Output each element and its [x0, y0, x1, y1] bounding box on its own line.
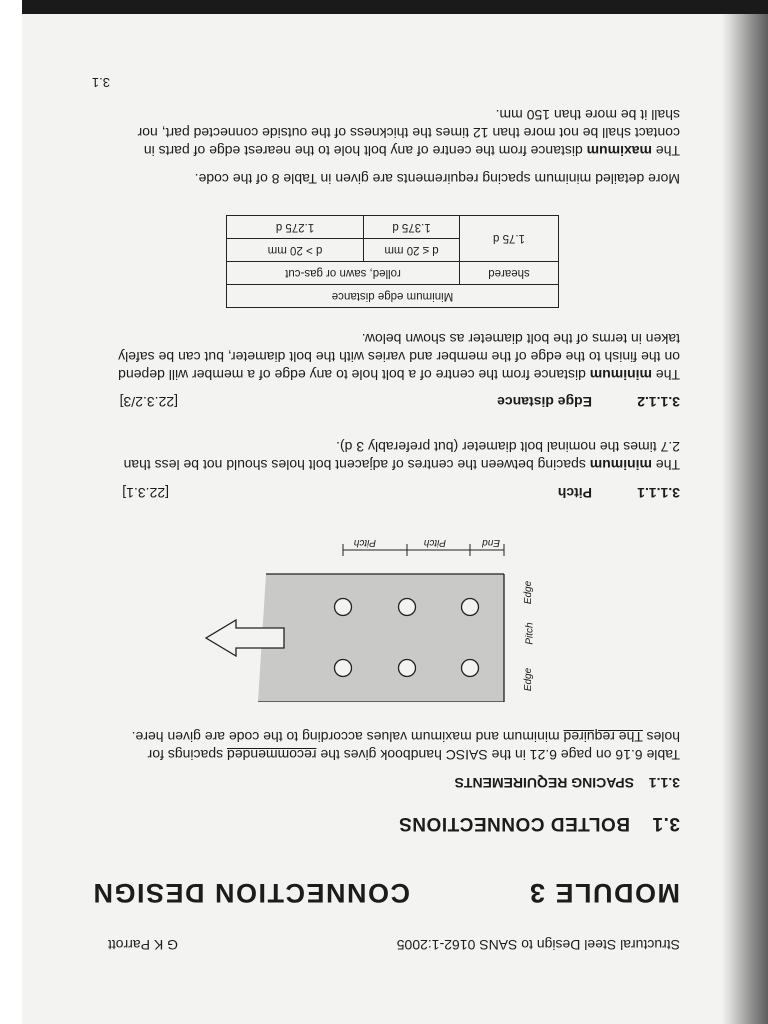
bolt-hole [399, 660, 416, 677]
edge-title: Edge distance [497, 394, 592, 410]
module-number: MODULE 3 [528, 878, 680, 908]
bolt-hole [335, 660, 352, 677]
scan-margin [0, 0, 22, 1024]
pitch-label-vertical: Pitch [524, 622, 536, 645]
edge-line-1: The minimum distance from the centre of a bolt hole to any edge of a member will depend [118, 367, 680, 383]
edge-label-bottom: Edge [522, 580, 534, 605]
edge-label-top: Edge [522, 667, 534, 692]
section-number: 3.1 [652, 813, 680, 834]
table-cell-sheared-value: 1.75 d [460, 216, 559, 262]
pitch-line-1: The minimum spacing between the centres of adjacent bolt holes should not be less than [123, 457, 680, 473]
steel-plate [258, 574, 504, 702]
subsection-title: SPACING REQUIREMENTS [454, 775, 634, 791]
bolt-hole [462, 660, 479, 677]
section-title: BOLTED CONNECTIONS [398, 813, 630, 834]
table-cell-large-dia: d > 20 mm [227, 239, 364, 262]
bolt-hole [335, 599, 352, 616]
table-title: Minimum edge distance [227, 285, 559, 308]
pitch-title: Pitch [557, 485, 592, 501]
intro-line-1: Table 6.16 on page 6.21 in the SAISC handbook gives the recommended spacings for [147, 747, 680, 763]
edge-line-2: on the finish to the edge of the member and varies with the bolt diameter, but can be safely [118, 349, 680, 365]
table-cell-large-value: 1.275 d [227, 216, 364, 239]
intro-line-2: holes The required minimum and maximum values according to the code are given here. [131, 729, 680, 745]
max-line-1: The maximum distance from the centre of any bolt hole to the nearest edge of parts in [143, 143, 680, 159]
scan-border [0, 0, 768, 14]
page-number: 3.1 [91, 75, 110, 90]
end-label: End [482, 537, 500, 548]
table-header-rolled: rolled, sawn or gas-cut [227, 262, 460, 285]
table-cell-small-dia: d ≤ 20 mm [364, 239, 460, 262]
pitch-number: 3.1.1.1 [637, 485, 680, 501]
module-title: CONNECTION DESIGN [91, 878, 410, 908]
edge-distance-table [226, 215, 559, 308]
header-left: Structural Steel Design to SANS 0162-1:2005 [396, 937, 680, 953]
subsection-number: 3.1.1 [648, 775, 680, 791]
bolt-hole [399, 599, 416, 616]
pitch-label-2: Pitch [353, 537, 376, 548]
more-text: More detailed minimum spacing requirements are given in Table 8 of the code. [194, 171, 680, 187]
edge-number: 3.1.1.2 [637, 394, 680, 410]
max-line-3: shall it be more than 150 mm. [495, 107, 680, 123]
table-header-sheared: sheared [460, 262, 559, 285]
max-line-2: contact shall be not more than 12 times the thickness of the outside connected part, nor [137, 125, 680, 141]
pitch-ref: [22.3.1] [122, 485, 169, 501]
table-cell-small-value: 1.375 d [364, 216, 460, 239]
bolt-spacing-diagram [204, 532, 506, 702]
edge-line-3: taken in terms of the bolt diameter as shown below. [361, 331, 680, 347]
bolt-hole [462, 599, 479, 616]
pitch-line-2: 2.7 times the nominal bolt diameter (but preferably 3 d). [336, 439, 680, 455]
pitch-label-1: Pitch [423, 537, 446, 548]
scan-shadow [722, 0, 768, 1024]
header-right: G K Parrott [107, 937, 178, 953]
edge-ref: [22.3.2/3] [119, 394, 178, 410]
